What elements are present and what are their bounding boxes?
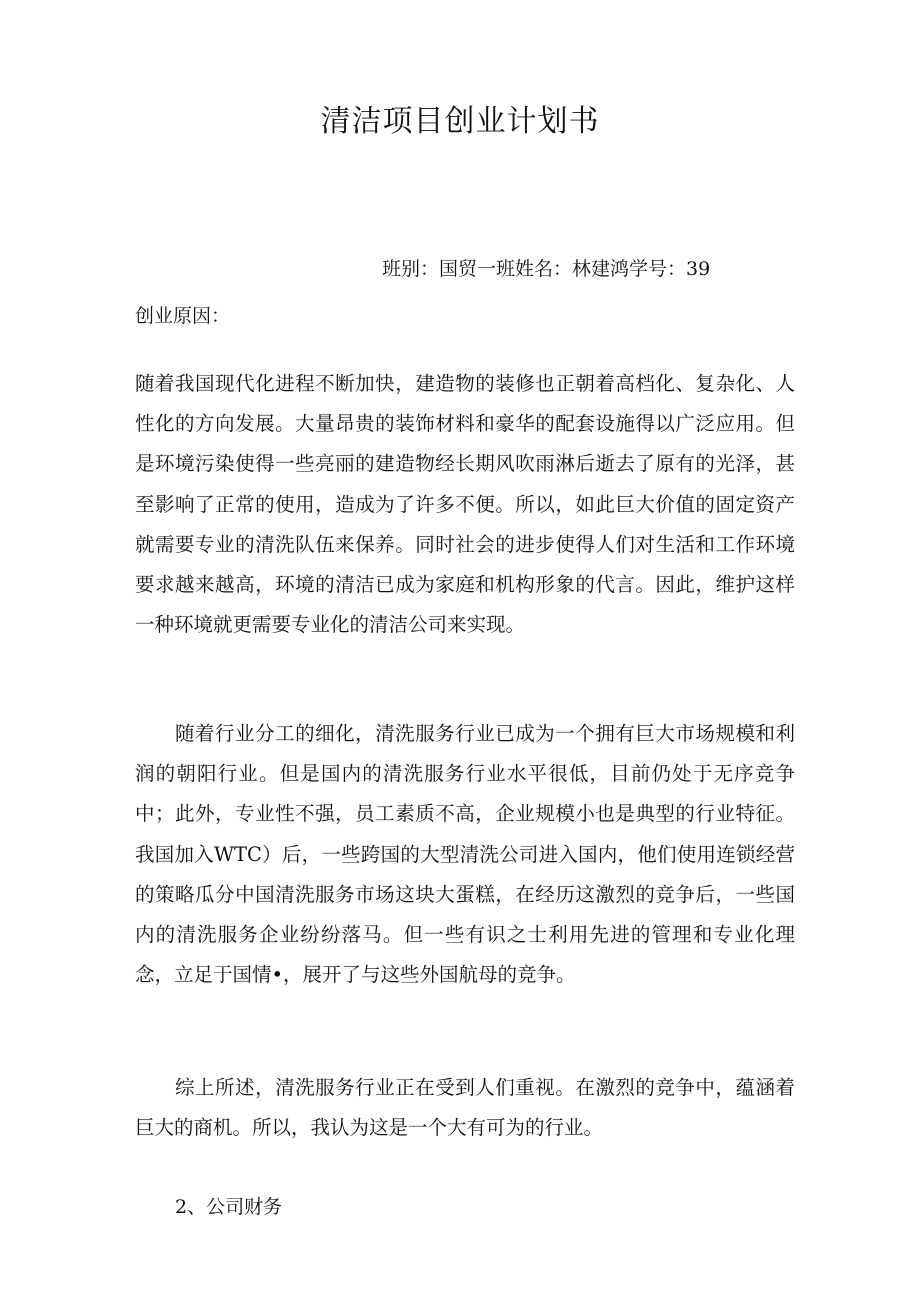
- document-title: 清洁项目创业计划书: [320, 104, 600, 139]
- section-label-reasons: 创业原因：: [135, 305, 231, 327]
- paragraph-1: 随着我国现代化进程不断加快，建造物的装修也正朝着高档化、复杂化、人性化的方向发展。大量昂贵的装饰材料和豪华的配套设施得以广泛应用。但是环境污染使得一些亮丽的建造物经长期风吹雨淋后逝去了原有的光泽，甚至影响了正常的使用，造成为了许多不便。所以，如此巨大价值的固定资产就需要专业的清洗队伍来保养。同时社会的进步使得人们对生活和工作环境要求越来越高，环境的清洁已成为家庭和机构形象的代言。因此，维护这样一种环境就更需要专业化的清洁公司来实现。: [135, 372, 795, 637]
- paragraph-3: 综上所述，清洗服务行业正在受到人们重视。在激烈的竞争中，蕴涵着巨大的商机。所以，我认为这是一个大有可为的行业。: [135, 1076, 795, 1140]
- subsection-heading-finance: 2、公司财务: [175, 1196, 283, 1218]
- student-info-line: 班别：国贸一班姓名：林建鸿学号：39: [382, 258, 711, 280]
- paragraph-2: 随着行业分工的细化，清洗服务行业已成为一个拥有巨大市场规模和利润的朝阳行业。但是国内的清洗服务行业水平很低，目前仍处于无序竞争中；此外，专业性不强，员工素质不高，企业规模小也是典型的行业特征。我国加入WTC）后，一些跨国的大型清洗公司进入国内，他们使用连锁经营的策略瓜分中国清洗服务市场这块大蛋糕，在经历这激烈的竞争后，一些国内的清洗服务企业纷纷落马。但一些有识之士利用先进的管理和专业化理念，立足于国情•，展开了与这些外国航母的竞争。: [135, 722, 795, 987]
